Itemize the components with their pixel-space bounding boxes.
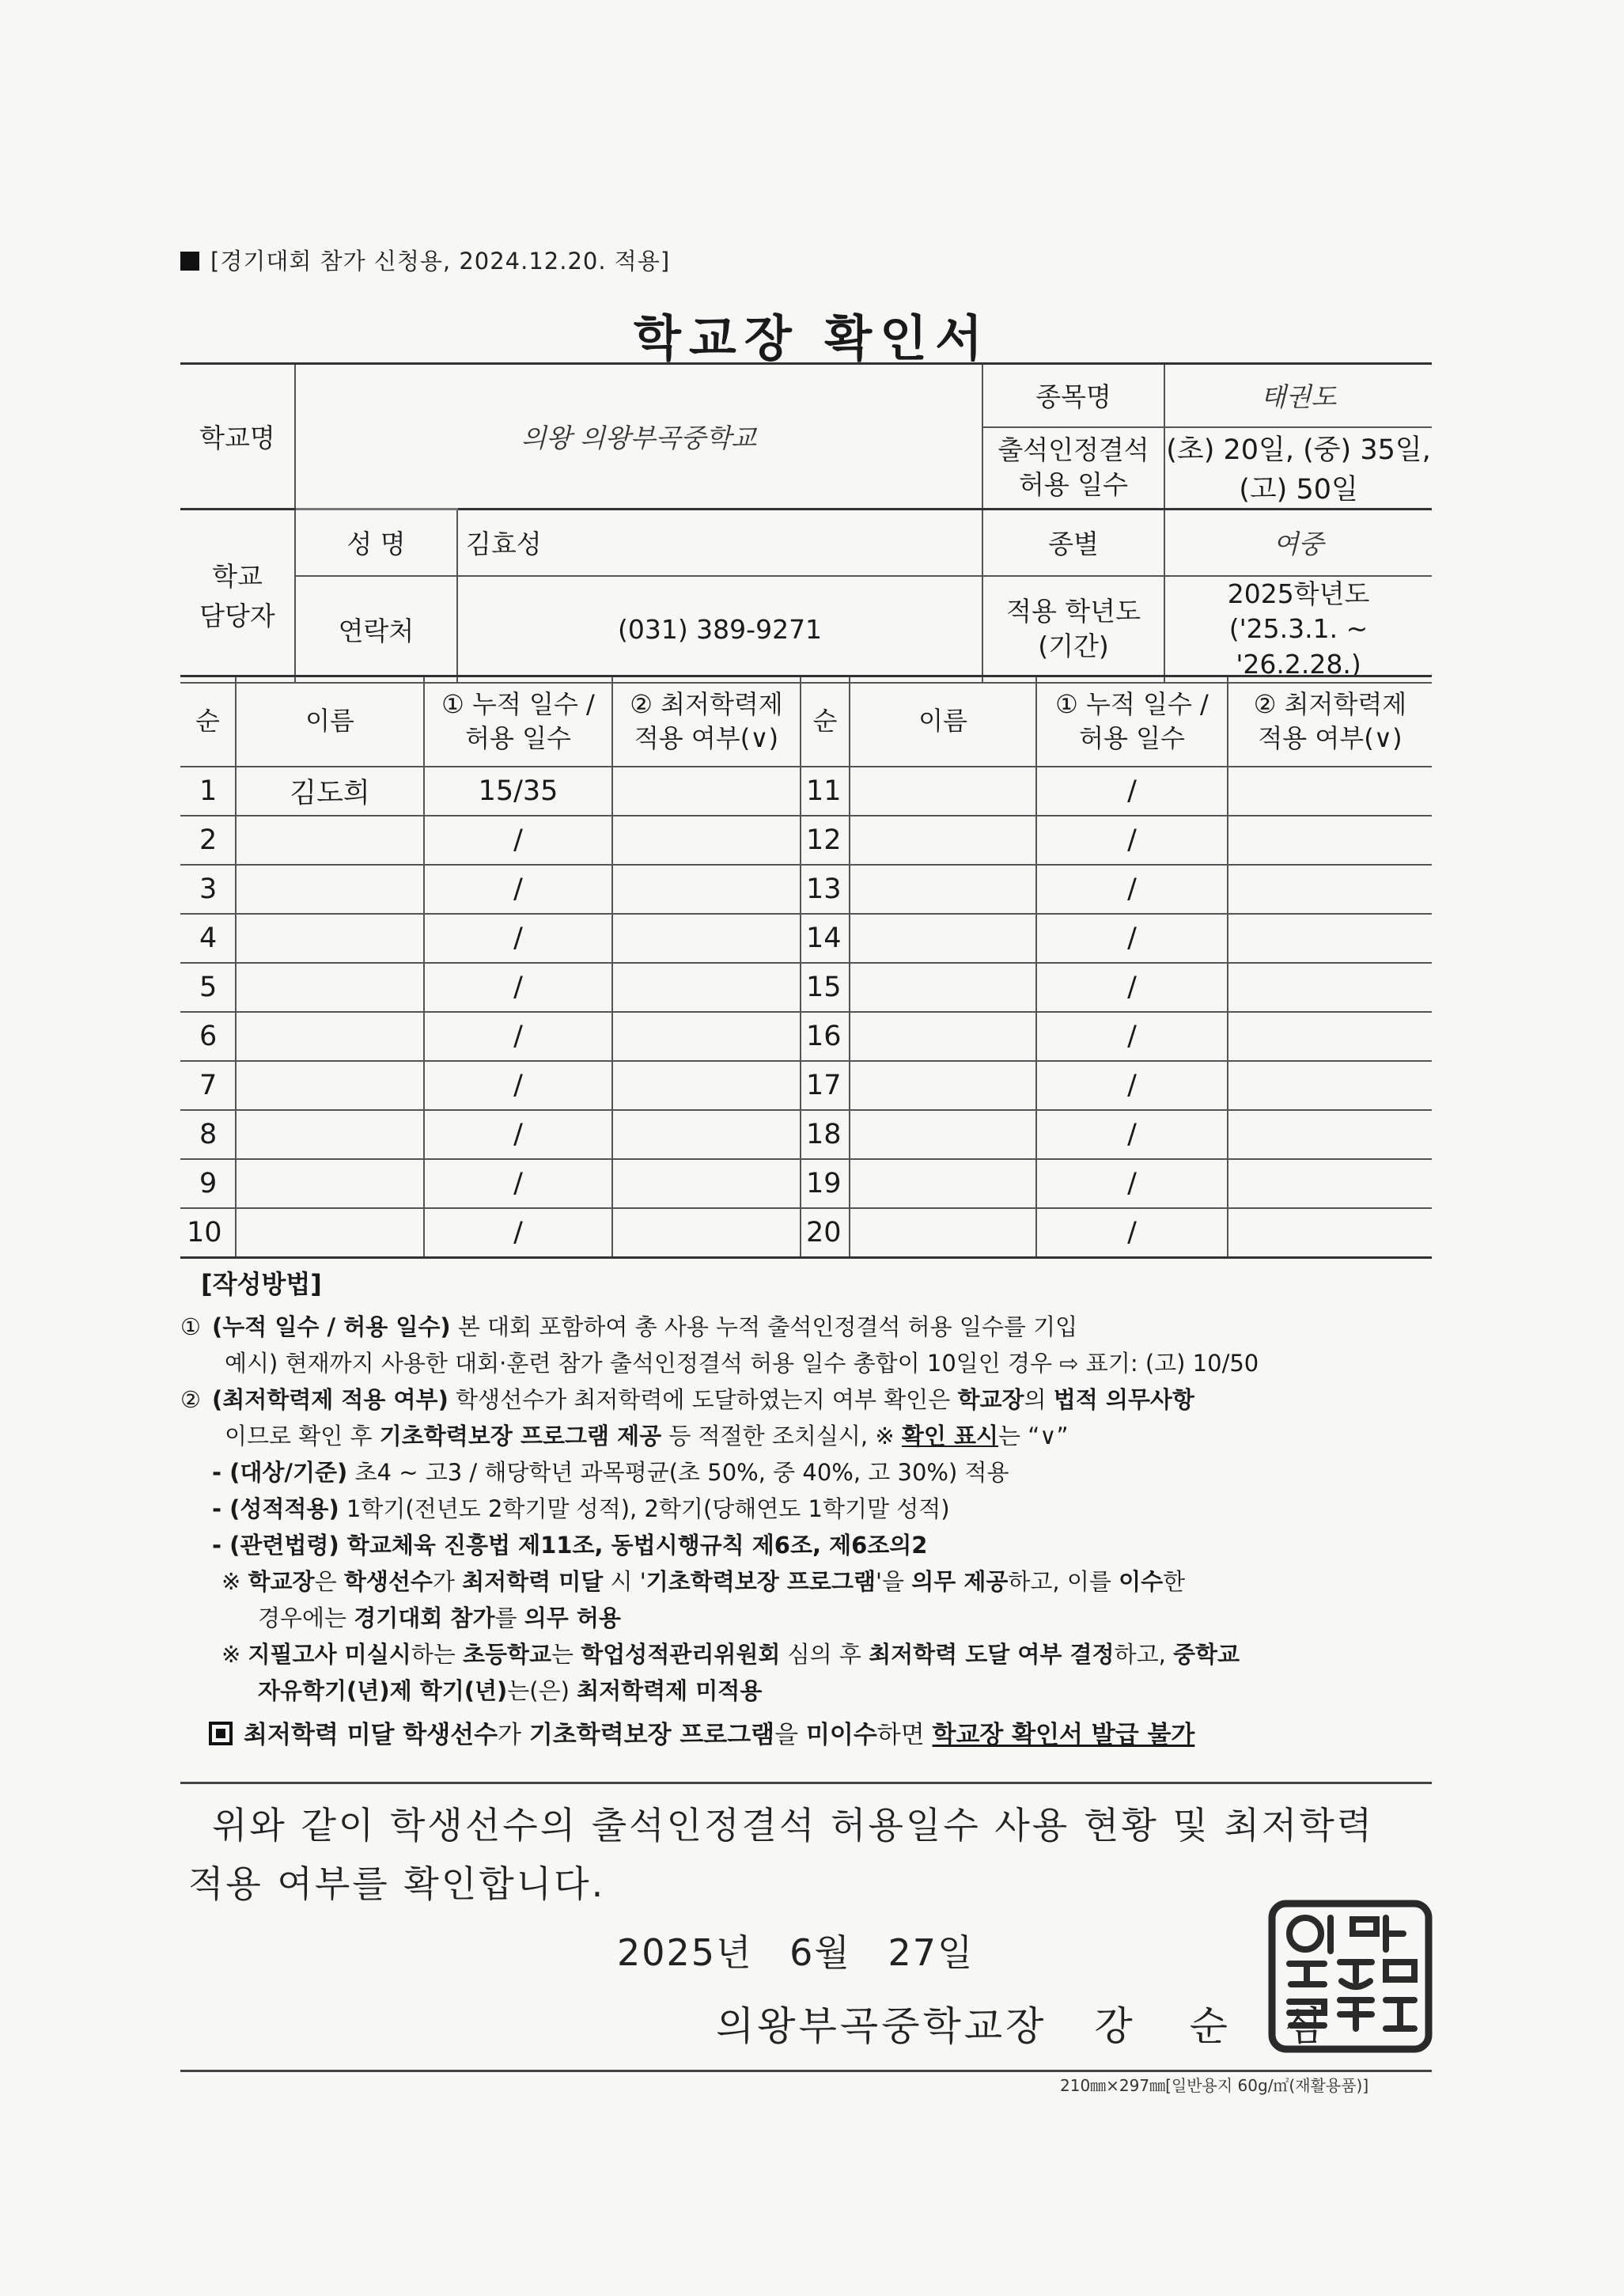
row-days-left: / (424, 1012, 612, 1061)
col-header-no-right: 순 (801, 676, 850, 767)
note-2-c: 하는 (411, 1641, 463, 1668)
row-min-right (1228, 1061, 1432, 1110)
final-a: 최저학력 미달 학생선수 (244, 1721, 498, 1749)
issue-date: 2025년 6월 27일 (617, 1931, 975, 1974)
row-no-right: 17 (801, 1061, 850, 1110)
divider-top (180, 1782, 1432, 1784)
table-row (180, 1012, 1432, 1061)
method-note-1 (180, 1563, 1432, 1600)
seal-glyphs (1289, 1918, 1414, 2029)
col-header-min-right-line2: 적용 여부(∨) (1258, 723, 1403, 753)
final-f: 하면 (876, 1721, 933, 1749)
row-no-right: 11 (801, 767, 850, 816)
method-sub-2-key: - (성적적용) (212, 1495, 339, 1522)
method-item-2-line2-c: 등 적절한 조치실시, ※ (661, 1423, 902, 1449)
category-label: 종별 (982, 510, 1164, 576)
row-min-left (612, 1208, 801, 1258)
row-no-right: 18 (801, 1110, 850, 1159)
method-item-2-line2-d: 확인 표시 (901, 1423, 999, 1449)
method-item-2-line2-b: 기초학력보장 프로그램 제공 (379, 1423, 662, 1449)
method-note-2-line2 (180, 1673, 1432, 1709)
note-2-i: 하고, (1114, 1641, 1174, 1668)
method-note-2 (180, 1636, 1432, 1673)
final-b: 가 (498, 1721, 529, 1749)
note-1-e: 가 (432, 1568, 463, 1595)
method-item-2-text-b: 학교장 (957, 1386, 1024, 1413)
row-name-left (236, 1208, 424, 1258)
note-1-h: 기초학력보장 프로그램 (645, 1568, 876, 1595)
final-e: 미이수 (805, 1721, 877, 1749)
contact-name-value: 김효성 (457, 510, 982, 576)
final-c: 기초학력보장 프로그램 (528, 1721, 775, 1749)
row-days-left: / (424, 1208, 612, 1258)
row-name-left (236, 914, 424, 963)
circled-number-2: ② (180, 1386, 201, 1413)
table-row (180, 1208, 1432, 1258)
note-2-j: 중학교 (1173, 1641, 1240, 1668)
method-item-2-line2-a: 이므로 확인 후 (225, 1423, 380, 1449)
row-no-left: 6 (180, 1012, 236, 1061)
row-name-right (850, 1159, 1036, 1208)
row-name-left (236, 816, 424, 865)
row-min-right (1228, 1208, 1432, 1258)
final-g: 학교장 확인서 발급 불가 (932, 1721, 1195, 1749)
note-1-b: 학교장 (248, 1568, 315, 1595)
row-min-left (612, 914, 801, 963)
note-2-g: 심의 후 (780, 1641, 869, 1668)
col-header-no-left: 순 (180, 676, 236, 767)
note-1-m: 한 (1163, 1568, 1186, 1595)
row-days-right: / (1036, 1208, 1228, 1258)
row-days-right: / (1036, 914, 1228, 963)
final-d: 을 (774, 1721, 806, 1749)
school-year-label-line2: (기간) (1038, 631, 1109, 662)
allowed-days-label-line2: 허용 일수 (1019, 469, 1129, 501)
school-year-label (982, 576, 1164, 684)
allowed-days-label (982, 427, 1164, 510)
student-roster-table (180, 675, 1432, 1259)
note-1-a: ※ (221, 1568, 248, 1595)
school-year-value (1164, 576, 1432, 684)
category-value: 여중 (1164, 510, 1432, 576)
method-sub-1-text: 초4 ~ 고3 / 해당학년 과목평균(초 50%, 중 40%, 고 30%) 적용 (347, 1459, 1009, 1486)
note-2-f: 학업성적관리위원회 (581, 1641, 781, 1668)
row-no-right: 19 (801, 1159, 850, 1208)
school-name-label: 학교명 (180, 364, 295, 510)
paper-spec-note: 210㎜×297㎜[일반용지 60g/㎡(재활용품)] (1060, 2076, 1369, 2095)
note-2-line2-a: 자유학기(년)제 학기(년) (258, 1677, 508, 1704)
row-days-left: / (424, 914, 612, 963)
principal-title: 의왕부곡중학교장 (716, 2003, 1047, 2049)
note-1-line2-b: 경기대회 참가 (354, 1605, 495, 1631)
row-min-right (1228, 1110, 1432, 1159)
row-days-right: / (1036, 1061, 1228, 1110)
circled-number-1: ① (180, 1313, 201, 1340)
row-name-left (236, 963, 424, 1012)
boxed-square-icon (209, 1722, 233, 1745)
method-sub-3 (180, 1527, 1432, 1563)
row-name-right (850, 963, 1036, 1012)
row-no-right: 14 (801, 914, 850, 963)
row-days-left: / (424, 1110, 612, 1159)
row-name-left: 김도희 (236, 767, 424, 816)
note-2-line2-c: 최저학력제 미적용 (577, 1677, 763, 1704)
row-no-right: 20 (801, 1208, 850, 1258)
divider-bottom (180, 2070, 1432, 2072)
col-header-days-left (424, 676, 612, 767)
method-item-2-key: (최저학력제 적용 여부) (212, 1386, 449, 1413)
method-item-2-text-d: 법적 의무사항 (1053, 1386, 1194, 1413)
school-year-value-line1: 2025학년도 (1227, 578, 1370, 609)
row-name-right (850, 914, 1036, 963)
row-min-left (612, 963, 801, 1012)
row-no-left: 5 (180, 963, 236, 1012)
sport-value: 태권도 (1164, 364, 1432, 427)
principal-name: 강 순 심 (1094, 2003, 1346, 2049)
row-min-left (612, 1159, 801, 1208)
school-name-value: 의왕 의왕부곡중학교 (295, 364, 982, 510)
note-2-e: 는 (551, 1641, 581, 1668)
row-no-left: 7 (180, 1061, 236, 1110)
method-item-1 (180, 1309, 1432, 1345)
row-min-left (612, 767, 801, 816)
official-seal-stamp (1267, 1899, 1433, 2054)
table-row (180, 963, 1432, 1012)
col-header-min-right (1228, 676, 1432, 767)
row-no-left: 10 (180, 1208, 236, 1258)
method-item-2-line2-e: 는 “∨” (998, 1423, 1069, 1449)
note-1-j: 의무 제공 (911, 1568, 1009, 1595)
form-version-note: [경기대회 참가 신청용, 2024.12.20. 적용] (180, 244, 670, 276)
row-min-right (1228, 1159, 1432, 1208)
row-no-right: 15 (801, 963, 850, 1012)
row-min-right (1228, 816, 1432, 865)
col-header-min-left-line2: 적용 여부(∨) (634, 723, 779, 753)
row-min-right (1228, 767, 1432, 816)
col-header-min-left (612, 676, 801, 767)
row-days-left: / (424, 816, 612, 865)
row-days-left: / (424, 1159, 612, 1208)
note-1-c: 은 (314, 1568, 344, 1595)
col-header-name-right: 이름 (850, 676, 1036, 767)
row-days-left: 15/35 (424, 767, 612, 816)
row-min-left (612, 865, 801, 914)
table-row (180, 914, 1432, 963)
note-1-line2-a: 경우에는 (258, 1605, 354, 1631)
row-days-right: / (1036, 963, 1228, 1012)
row-no-left: 2 (180, 816, 236, 865)
header-info-table (180, 362, 1432, 684)
col-header-days-left-line1: ① 누적 일수 / (441, 688, 595, 719)
note-1-line2-c: 를 (494, 1605, 524, 1631)
method-sub-2 (180, 1491, 1432, 1527)
row-days-right: / (1036, 816, 1228, 865)
row-min-right (1228, 914, 1432, 963)
table-row (180, 767, 1432, 816)
row-name-left (236, 1061, 424, 1110)
row-no-left: 9 (180, 1159, 236, 1208)
contact-phone-value: (031) 389-9271 (457, 576, 982, 684)
note-1-f: 최저학력 미달 (462, 1568, 604, 1595)
table-row (180, 1110, 1432, 1159)
row-no-left: 3 (180, 865, 236, 914)
method-sub-3-text: - (관련법령) 학교체육 진흥법 제11조, 동법시행규칙 제6조, 제6조의2 (212, 1532, 928, 1559)
contact-group-label-line1: 학교 (212, 561, 263, 593)
row-days-left: / (424, 1061, 612, 1110)
method-heading: [작성방법] (201, 1269, 322, 1299)
row-days-right: / (1036, 1159, 1228, 1208)
table-row (180, 1061, 1432, 1110)
method-note-1-line2 (180, 1600, 1432, 1636)
note-1-i: '을 (875, 1568, 912, 1595)
table-row (180, 1159, 1432, 1208)
note-2-d: 초등학교 (462, 1641, 552, 1668)
method-sub-1 (180, 1454, 1432, 1491)
row-min-left (612, 816, 801, 865)
row-name-right (850, 1208, 1036, 1258)
col-header-name-left: 이름 (236, 676, 424, 767)
row-days-right: / (1036, 1110, 1228, 1159)
row-name-right (850, 865, 1036, 914)
black-square-icon (180, 252, 199, 271)
row-days-left: / (424, 865, 612, 914)
confirmation-line-1: 위와 같이 학생선수의 출석인정결석 허용일수 사용 현황 및 최저학력 (212, 1804, 1375, 1847)
method-item-2-line2 (180, 1418, 1432, 1454)
writing-method-section (180, 1266, 1432, 1753)
row-days-right: / (1036, 865, 1228, 914)
note-2-b: 지필고사 미실시 (248, 1641, 411, 1668)
method-item-1-text: 본 대회 포함하여 총 사용 누적 출석인정결석 허용 일수를 기입 (450, 1313, 1078, 1340)
note-1-line2-d: 의무 허용 (524, 1605, 621, 1631)
allowed-days-label-line1: 출석인정결석 (997, 434, 1149, 465)
row-no-right: 16 (801, 1012, 850, 1061)
method-sub-2-text: 1학기(전년도 2학기말 성적), 2학기(당해연도 1학기말 성적) (339, 1495, 950, 1522)
col-header-days-right-line2: 허용 일수 (1079, 723, 1185, 753)
row-no-right: 12 (801, 816, 850, 865)
contact-group-label-line2: 담당자 (199, 600, 275, 631)
note-2-h: 최저학력 도달 여부 결정 (869, 1641, 1115, 1668)
final-warning (180, 1717, 1432, 1753)
row-name-left (236, 1110, 424, 1159)
contact-group-label (180, 510, 295, 684)
row-name-right (850, 1061, 1036, 1110)
row-days-left: / (424, 963, 612, 1012)
method-item-1-key: (누적 일수 / 허용 일수) (212, 1313, 451, 1340)
note-1-k: 하고, 이를 (1008, 1568, 1119, 1595)
row-name-right (850, 1110, 1036, 1159)
col-header-min-right-line1: ② 최저학력제 (1253, 688, 1407, 719)
note-1-l: 이수 (1119, 1568, 1164, 1595)
row-name-right (850, 816, 1036, 865)
row-no-left: 1 (180, 767, 236, 816)
row-days-right: / (1036, 767, 1228, 816)
row-name-left (236, 1159, 424, 1208)
method-item-2-text-a: 학생선수가 최저학력에 도달하였는지 여부 확인은 (448, 1386, 958, 1413)
method-item-2 (180, 1381, 1432, 1418)
row-name-right (850, 1012, 1036, 1061)
row-min-left (612, 1061, 801, 1110)
table-row (180, 865, 1432, 914)
allowed-days-value: (초) 20일, (중) 35일, (고) 50일 (1164, 427, 1432, 510)
col-header-days-right (1036, 676, 1228, 767)
sport-label: 종목명 (982, 364, 1164, 427)
row-days-right: / (1036, 1012, 1228, 1061)
row-min-right (1228, 963, 1432, 1012)
page-title: 학교장 확인서 (634, 309, 990, 367)
note-2-line2-b: 는(은) (507, 1677, 577, 1704)
row-min-right (1228, 865, 1432, 914)
row-name-left (236, 865, 424, 914)
row-no-right: 13 (801, 865, 850, 914)
col-header-min-left-line1: ② 최저학력제 (630, 688, 783, 719)
row-min-left (612, 1110, 801, 1159)
method-item-1-example: 예시) 현재까지 사용한 대회·훈련 참가 출석인정결석 허용 일수 총합이 10일인 경우 ⇨ 표기: (고) 10/50 (225, 1350, 1259, 1377)
table-row (180, 816, 1432, 865)
contact-phone-label: 연락처 (295, 576, 457, 684)
method-item-2-text-c: 의 (1024, 1386, 1054, 1413)
row-no-left: 8 (180, 1110, 236, 1159)
contact-name-label: 성 명 (295, 510, 457, 576)
row-name-right (850, 767, 1036, 816)
row-min-right (1228, 1012, 1432, 1061)
note-2-a: ※ (221, 1641, 248, 1668)
note-1-d: 학생선수 (343, 1568, 433, 1595)
row-min-left (612, 1012, 801, 1061)
row-name-left (236, 1012, 424, 1061)
confirmation-statement (188, 1796, 1446, 1913)
school-year-label-line1: 적용 학년도 (1006, 595, 1141, 627)
col-header-days-left-line2: 허용 일수 (465, 723, 571, 753)
principal-signature-line (716, 1995, 1345, 2052)
confirmation-line-2: 적용 여부를 확인합니다. (188, 1862, 606, 1905)
method-sub-1-key: - (대상/기준) (212, 1459, 348, 1486)
col-header-days-right-line1: ① 누적 일수 / (1055, 688, 1209, 719)
note-1-g: 시 ' (603, 1568, 646, 1595)
school-year-value-line2: ('25.3.1. ~ '26.2.28.) (1228, 613, 1368, 680)
row-no-left: 4 (180, 914, 236, 963)
